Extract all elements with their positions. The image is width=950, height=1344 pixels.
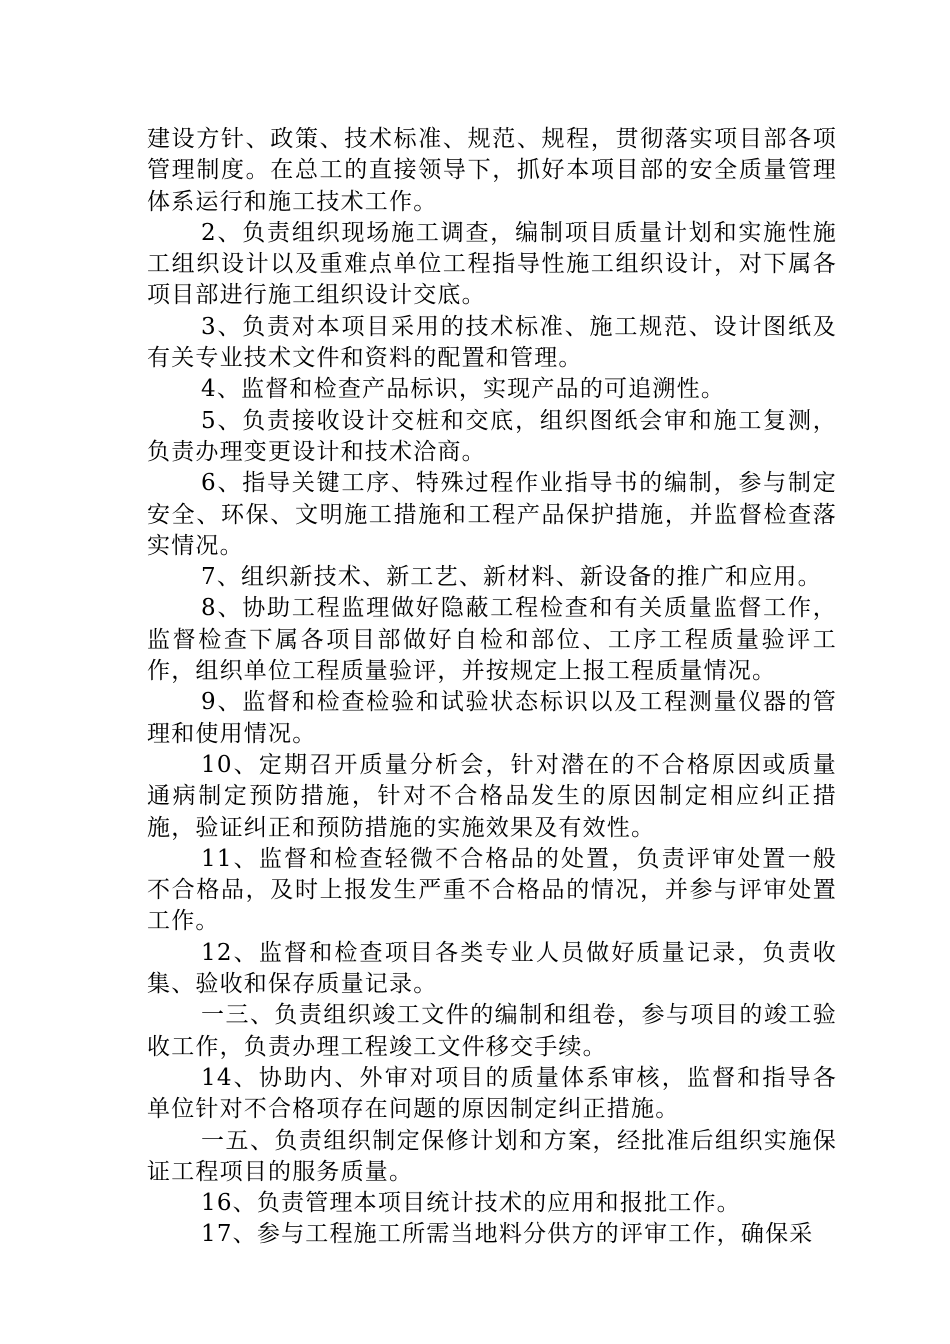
paragraph-continuation: 建设方针、政策、技术标准、规范、规程，贯彻落实项目部各项管理制度。在总工的直接领导下，抓好本项目部的安全质量管理体系运行和施工技术工作。 [147, 126, 837, 215]
paragraph-item-11: 11、监督和检查轻微不合格品的处置，负责评审处置一般不合格品，及时上报发生严重不合格品的情况，并参与评审处置工作。 [147, 845, 837, 935]
paragraph-item-9: 9、监督和检查检验和试验状态标识以及工程测量仪器的管理和使用情况。 [147, 689, 837, 747]
paragraph-item-8: 8、协助工程监理做好隐蔽工程检查和有关质量监督工作，监督检查下属各项目部做好自检和部位、工序工程质量验评工作，组织单位工程质量验评，并按规定上报工程质量情况。 [147, 595, 837, 685]
paragraph-item-15: 一五、负责组织制定保修计划和方案，经批准后组织实施保证工程项目的服务质量。 [147, 1127, 837, 1185]
paragraph-item-16: 16、负责管理本项目统计技术的应用和报批工作。 [201, 1190, 741, 1217]
paragraph-item-12: 12、监督和检查项目各类专业人员做好质量记录，负责收集、验收和保存质量记录。 [147, 939, 837, 998]
paragraph-item-13: 一三、负责组织竣工文件的编制和组卷，参与项目的竣工验收工作，负责办理工程竣工文件移交手续。 [147, 1002, 837, 1060]
paragraph-item-6: 6、指导关键工序、特殊过程作业指导书的编制，参与制定安全、环保、文明施工措施和工程产品保护措施，并监督检查落实情况。 [147, 470, 837, 559]
paragraph-item-5: 5、负责接收设计交桩和交底，组织图纸会审和施工复测，负责办理变更设计和技术洽商。 [147, 407, 837, 465]
paragraph-item-17: 17、参与工程施工所需当地料分供方的评审工作，确保采 [201, 1221, 814, 1248]
document-body [147, 124, 837, 1251]
paragraph-item-10: 10、定期召开质量分析会，针对潜在的不合格原因或质量通病制定预防措施，针对不合格品发生的原因制定相应纠正措施，验证纠正和预防措施的实施效果及有效性。 [147, 751, 837, 841]
paragraph-item-2: 2、负责组织现场施工调查，编制项目质量计划和实施性施工组织设计以及重难点单位工程指导性施工组织设计，对下属各项目部进行施工组织设计交底。 [147, 219, 837, 309]
paragraph-item-4: 4、监督和检查产品标识，实现产品的可追溯性。 [201, 376, 726, 403]
paragraph-item-3: 3、负责对本项目采用的技术标准、施工规范、设计图纸及有关专业技术文件和资料的配置和管理。 [147, 313, 837, 372]
paragraph-item-7: 7、组织新技术、新工艺、新材料、新设备的推广和应用。 [201, 564, 822, 591]
paragraph-item-14: 14、协助内、外审对项目的质量体系审核，监督和指导各单位针对不合格项存在问题的原因制定纠正措施。 [147, 1064, 837, 1123]
